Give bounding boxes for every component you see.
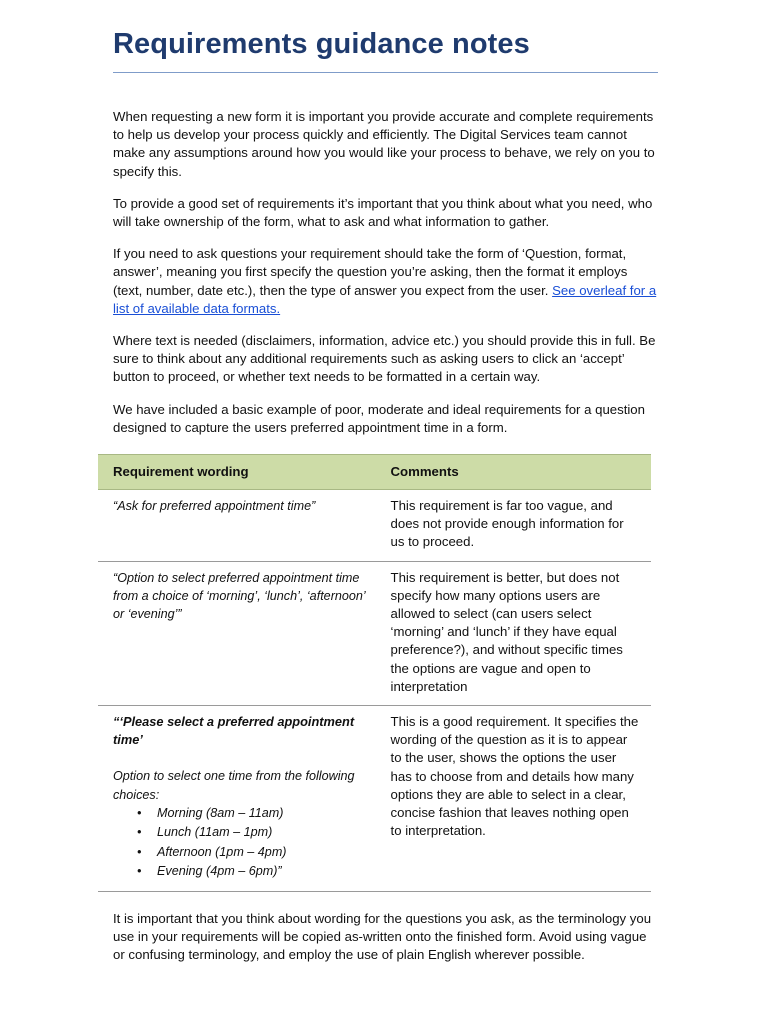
comment-cell: This requirement is better, but does not specify how many options users are allowed to select (can users select ‘morning’ and ‘lunch’ if they have equal preference?), and without specific times the options are vague and open to interpretation	[376, 561, 651, 705]
list-item: • Morning (8am – 11am)	[137, 804, 366, 824]
table-header-row	[98, 455, 651, 490]
wording-cell	[98, 561, 376, 705]
bullet-icon: •	[137, 805, 142, 820]
ownership-paragraph: To provide a good set of requirements it’s important that you think about what you need, who will take ownership of the form, what to ask and what information to gather.	[113, 195, 653, 230]
list-item: • Evening (4pm – 6pm)”	[137, 862, 366, 882]
document-page	[113, 24, 658, 965]
list-item: • Afternoon (1pm – 4pm)	[137, 843, 366, 863]
text-needed-paragraph: Where text is needed (disclaimers, information, advice etc.) you should provide this in full. Be sure to think about any additional requirements such as asking users to click an ‘accept’ button to proceed, or whether text needs to be formatted in a certain way.	[113, 333, 656, 385]
comment-cell: This requirement is far too vague, and does not provide enough information for us to proceed.	[376, 490, 651, 562]
bullet-icon: •	[137, 844, 142, 859]
list-item: • Lunch (11am – 1pm)	[137, 823, 366, 843]
wording-cell	[98, 706, 376, 892]
bullet-icon: •	[137, 825, 142, 840]
header-requirement-wording: Requirement wording	[98, 455, 376, 490]
moderate-wording: “Option to select preferred appointment time from a choice of ‘morning’, ‘lunch’, ‘afternoon’ or ‘evening’”	[113, 570, 366, 622]
data-formats-link[interactable]: See overleaf for a list of available data formats.	[113, 282, 657, 316]
table-row-ideal	[98, 706, 651, 892]
header-comments: Comments	[376, 455, 651, 490]
wording-cell	[98, 490, 376, 562]
ideal-options-list	[113, 804, 366, 882]
question-format-paragraph	[113, 245, 658, 318]
comment-cell: This is a good requirement. It specifies the wording of the question as it is to appear to the user, shows the options the user has to choose from and details how many options they are able to select in a clear, concise fashion that leaves nothing open to interpretation.	[376, 706, 651, 892]
question-format-text: If you need to ask questions your requirement should take the form of ‘Question, format, answer’, meaning you first specify the question you’re asking, then the format it employs (text, number, date etc.), then the type of answer you expect from the user.	[113, 246, 628, 298]
bullet-icon: •	[137, 864, 142, 879]
ideal-instruction: Option to select one time from the following choices:	[113, 769, 355, 802]
poor-wording: “Ask for preferred appointment time”	[113, 499, 316, 514]
intro-paragraph: When requesting a new form it is important you provide accurate and complete requirements to help us develop your process quickly and efficiently. The Digital Services team cannot make any assumptions around how you would like your process to behave, we rely on you to specify this.	[113, 109, 655, 179]
page-title: Requirements guidance notes	[113, 24, 658, 73]
ideal-question: “‘Please select a preferred appointment time’	[113, 714, 355, 748]
table-row-poor	[98, 490, 651, 562]
example-intro-paragraph: We have included a basic example of poor, moderate and ideal requirements for a question designed to capture the users preferred appointment time in a form.	[113, 401, 645, 435]
table-row-moderate	[98, 561, 651, 705]
closing-paragraph: It is important that you think about wording for the questions you ask, as the terminology you use in your requirements will be copied as-written onto the finished form. Avoid using vague or confusing terminology, and employ the use of plain English wherever possible.	[113, 910, 652, 963]
requirements-table	[98, 454, 651, 892]
